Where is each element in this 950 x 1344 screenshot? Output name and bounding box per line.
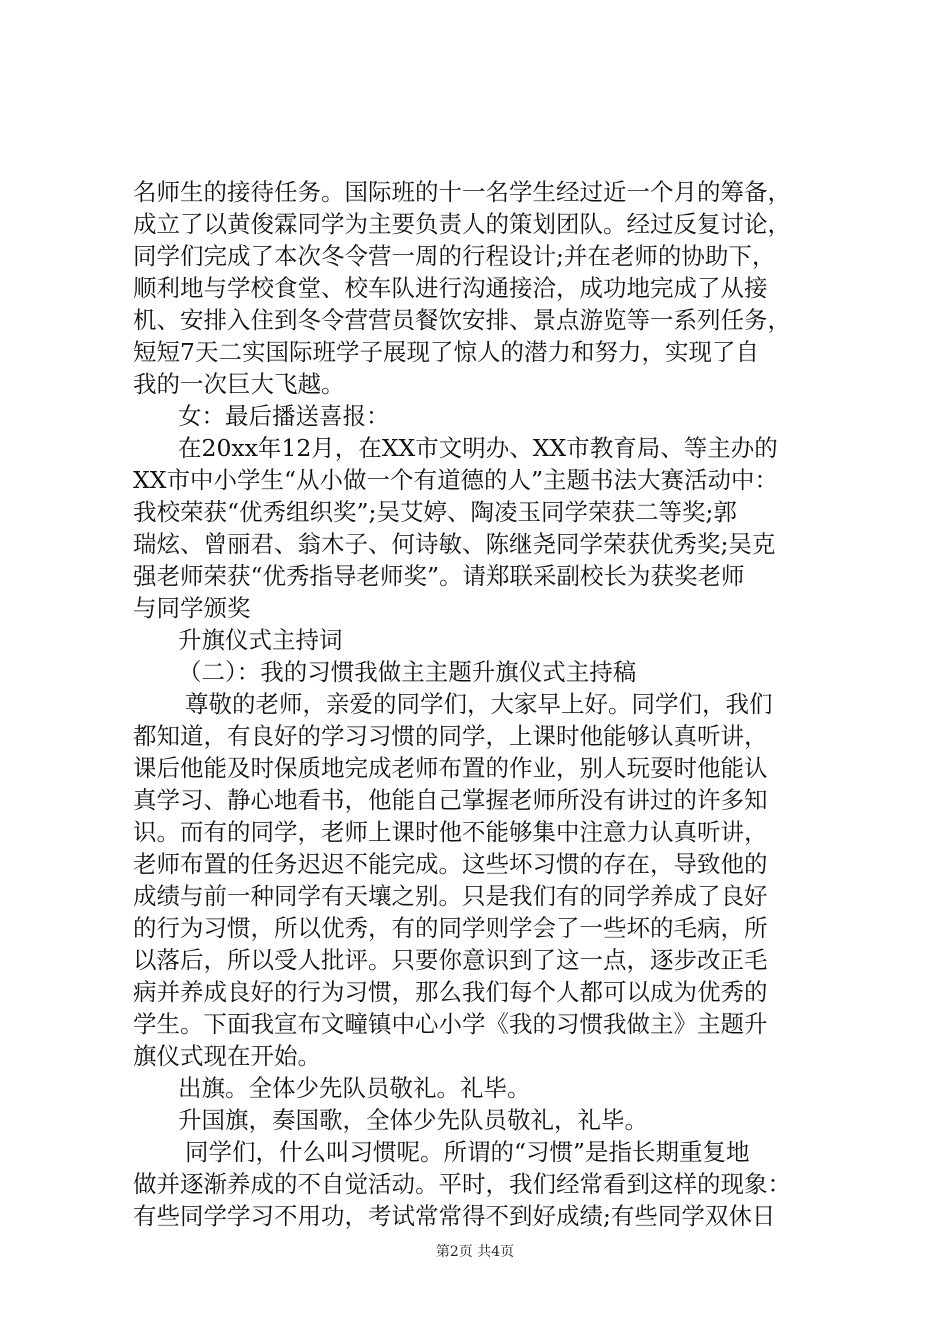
text-line: 旗仪式现在开始。 bbox=[133, 1042, 321, 1070]
text-line: 成立了以黄俊霖同学为主要负责人的策划团队。经过反复讨论， bbox=[133, 210, 791, 238]
text-line: 顺利地与学校食堂、校车队进行沟通接洽，成功地完成了从接 bbox=[133, 274, 768, 302]
text-line: 病并养成良好的行为习惯，那么我们每个人都可以成为优秀的 bbox=[133, 978, 768, 1006]
text-line: 老师布置的任务迟迟不能完成。这些坏习惯的存在，导致他的 bbox=[133, 850, 768, 878]
text-line: 课后他能及时保质地完成老师布置的作业，别人玩耍时他能认 bbox=[133, 754, 768, 782]
text-line: 出旗。全体少先队员敬礼。礼毕。 bbox=[178, 1074, 531, 1102]
text-line: 与同学颁奖 bbox=[133, 594, 251, 622]
text-line: 的行为习惯，所以优秀，有的同学则学会了一些坏的毛病，所 bbox=[133, 914, 768, 942]
text-line: 我的一次巨大飞越。 bbox=[133, 370, 345, 398]
text-line: 机、安排入住到冬令营营员餐饮安排、景点游览等一系列任务， bbox=[133, 306, 791, 334]
text-line: 学生。下面我宣布文疃镇中心小学《我的习惯我做主》主题升 bbox=[133, 1010, 768, 1038]
text-line: 成绩与前一种同学有天壤之别。只是我们有的同学养成了良好 bbox=[133, 882, 768, 910]
text-line: 在20xx年12月，在XX市文明办、XX市教育局、等主办的 bbox=[178, 434, 778, 462]
text-line: XX市中小学生“从小做一个有道德的人”主题书法大赛活动中： bbox=[133, 466, 778, 494]
text-line: 短短7天二实国际班学子展现了惊人的潜力和努力，实现了自 bbox=[133, 338, 759, 366]
document-body bbox=[133, 176, 833, 1232]
page-number-footer: 第2页 共4页 bbox=[435, 1244, 515, 1260]
text-line: 瑞炫、曾丽君、翁木子、何诗敏、陈继尧同学荣获优秀奖;吴克 bbox=[133, 530, 776, 558]
text-line: 升国旗，奏国歌，全体少先队员敬礼，礼毕。 bbox=[178, 1106, 648, 1134]
text-line: 做并逐渐养成的不自觉活动。平时，我们经常看到这样的现象： bbox=[133, 1170, 791, 1198]
text-line: 女：最后播送喜报： bbox=[178, 402, 390, 430]
text-line: 同学们完成了本次冬令营一周的行程设计;并在老师的协助下， bbox=[133, 242, 776, 270]
text-line: 真学习、静心地看书，他能自己掌握老师所没有讲过的许多知 bbox=[133, 786, 768, 814]
text-line: 以落后，所以受人批评。只要你意识到了这一点，逐步改正毛 bbox=[133, 946, 768, 974]
text-line: 识。而有的同学，老师上课时他不能够集中注意力认真听讲， bbox=[133, 818, 768, 846]
text-line: 有些同学学习不用功，考试常常得不到好成绩;有些同学双休日 bbox=[133, 1202, 776, 1230]
section-heading: （二）：我的习惯我做主主题升旗仪式主持稿 bbox=[178, 658, 637, 686]
text-line: 都知道，有良好的学习习惯的同学，上课时他能够认真听讲， bbox=[133, 722, 768, 750]
text-line: 我校荣获“优秀组织奖”;吴艾婷、陶凌玉同学荣获二等奖;郭 bbox=[133, 498, 737, 526]
text-line: 名师生的接待任务。国际班的十一名学生经过近一个月的筹备， bbox=[133, 178, 791, 206]
text-line: 强老师荣获“优秀指导老师奖”。请郑联采副校长为获奖老师 bbox=[133, 562, 745, 590]
text-line: 同学们，什么叫习惯呢。所谓的“习惯”是指长期重复地 bbox=[185, 1138, 750, 1166]
text-line: 尊敬的老师，亲爱的同学们，大家早上好。同学们，我们 bbox=[185, 690, 773, 718]
section-heading: 升旗仪式主持词 bbox=[178, 626, 343, 654]
